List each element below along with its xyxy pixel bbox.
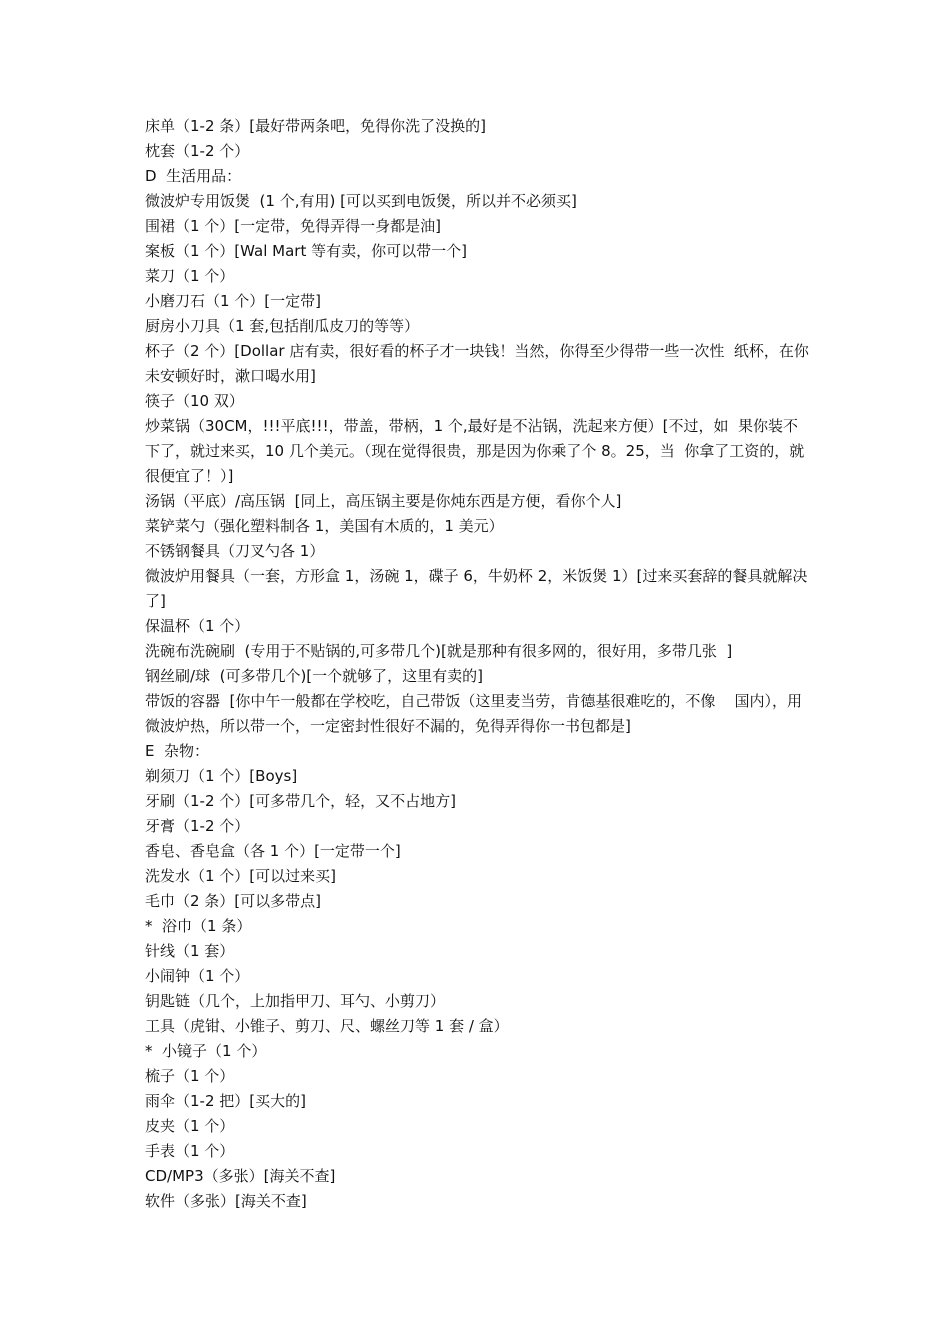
list-item: * 浴巾（1 条） xyxy=(145,917,252,935)
list-item: 钢丝刷/球 (可多带几个)[一个就够了，这里有卖的] xyxy=(145,667,484,685)
list-item: 洗发水（1 个）[可以过来买] xyxy=(145,867,337,885)
document-body xyxy=(145,114,810,1214)
list-item: 工具（虎钳、小锥子、剪刀、尺、螺丝刀等 1 套 / 盒） xyxy=(145,1017,509,1035)
section-heading: D 生活用品： xyxy=(145,167,242,185)
list-item: 针线（1 套） xyxy=(145,942,235,960)
list-item: 菜刀（1 个） xyxy=(145,267,235,285)
list-item: 毛巾（2 条）[可以多带点] xyxy=(145,892,322,910)
list-item: 带饭的容器 [你中午一般都在学校吃，自己带饭（这里麦当劳，肯德基很难吃的，不像 国内），用微波炉热，所以带一个，一定密封性很好不漏的，免得弄得你一书包都是] xyxy=(145,692,802,735)
list-item: 皮夹（1 个） xyxy=(145,1117,235,1135)
list-item: 雨伞（1-2 把）[买大的] xyxy=(145,1092,306,1110)
list-item: * 小镜子（1 个） xyxy=(145,1042,267,1060)
list-item: 厨房小刀具（1 套,包括削瓜皮刀的等等） xyxy=(145,317,420,335)
list-item: 围裙（1 个）[一定带，免得弄得一身都是油] xyxy=(145,217,442,235)
list-item: 香皂、香皂盒（各 1 个）[一定带一个] xyxy=(145,842,401,860)
list-item: 筷子（10 双） xyxy=(145,392,244,410)
list-item: 软件（多张）[海关不查] xyxy=(145,1192,307,1210)
list-item: 保温杯（1 个） xyxy=(145,617,250,635)
list-item: 小磨刀石（1 个）[一定带] xyxy=(145,292,322,310)
list-item: 案板（1 个）[Wal Mart 等有卖，你可以带一个] xyxy=(145,242,467,260)
list-item: 小闹钟（1 个） xyxy=(145,967,250,985)
list-item: 洗碗布洗碗刷 (专用于不贴锅的,可多带几个)[就是那种有很多网的，很好用，多带几张 ] xyxy=(145,642,733,660)
list-item: 杯子（2 个）[Dollar 店有卖，很好看的杯子才一块钱！当然，你得至少得带一些一次性 纸杯，在你未安顿好时，漱口喝水用] xyxy=(145,342,809,385)
list-item: 手表（1 个） xyxy=(145,1142,235,1160)
list-item: 汤锅（平底）/高压锅 [同上，高压锅主要是你炖东西是方便，看你个人] xyxy=(145,492,622,510)
list-item: 钥匙链（几个，上加指甲刀、耳勺、小剪刀） xyxy=(145,992,446,1010)
list-item: 炒菜锅（30CM，!!!平底!!!，带盖，带柄，1 个,最好是不沾锅，洗起来方便）[不过，如 果你装不下了，就过来买，10 几个美元。（现在觉得很贵，那是因为你乘了个 8。25，当 你拿了工资的，就很便宜了！）] xyxy=(145,417,805,485)
list-item: 梳子（1 个） xyxy=(145,1067,235,1085)
list-item: 枕套（1-2 个） xyxy=(145,142,250,160)
list-item: 牙刷（1-2 个）[可多带几个，轻，又不占地方] xyxy=(145,792,456,810)
list-item: 床单（1-2 条）[最好带两条吧，免得你洗了没换的] xyxy=(145,117,486,135)
list-item: 微波炉用餐具（一套，方形盒 1，汤碗 1，碟子 6，牛奶杯 2，米饭煲 1）[过来买套辞的餐具就解决了] xyxy=(145,567,808,610)
list-item: 不锈钢餐具（刀叉勺各 1） xyxy=(145,542,325,560)
list-item: 牙膏（1-2 个） xyxy=(145,817,250,835)
list-item: 剃须刀（1 个）[Boys] xyxy=(145,767,298,785)
list-item: 菜铲菜勺（强化塑料制各 1，美国有木质的，1 美元） xyxy=(145,517,504,535)
list-item: CD/MP3（多张）[海关不查] xyxy=(145,1167,336,1185)
section-heading: E 杂物： xyxy=(145,742,210,760)
list-item: 微波炉专用饭煲 (1 个,有用) [可以买到电饭煲，所以并不必须买] xyxy=(145,192,577,210)
